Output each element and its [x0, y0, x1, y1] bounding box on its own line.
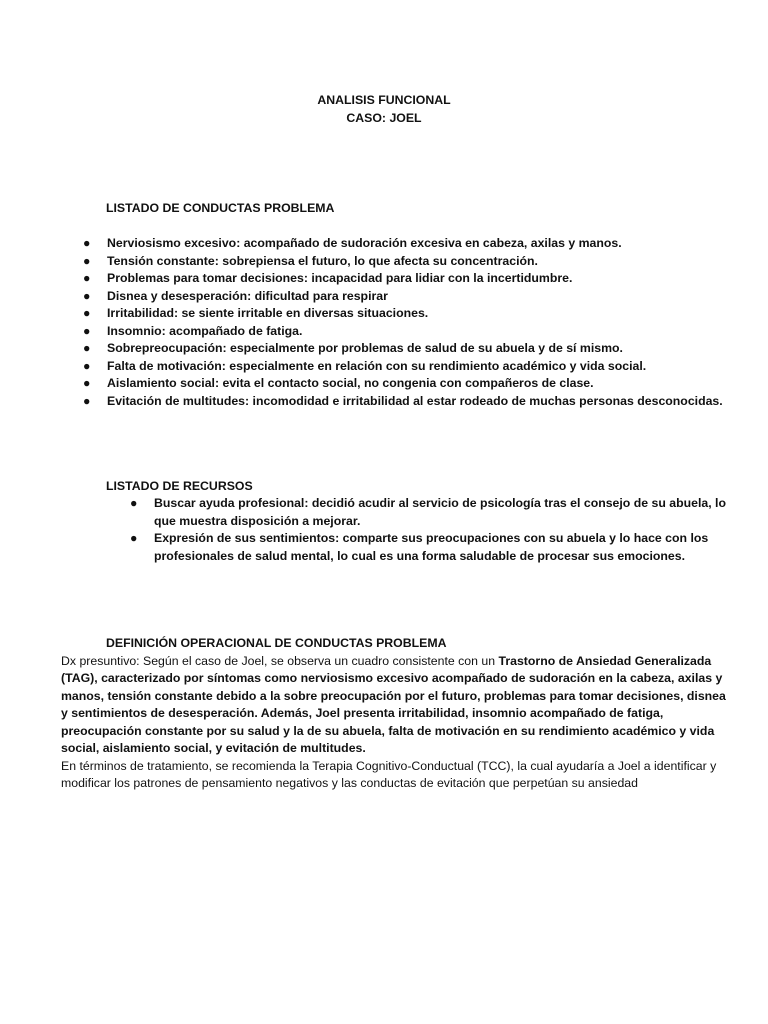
list-item: ● Nerviosismo excesivo: acompañado de sudoración excesiva en cabeza, axilas y manos. [83, 235, 763, 253]
problems-list [83, 235, 763, 410]
bullet-icon: ● [83, 253, 91, 268]
bullet-icon: ● [83, 288, 91, 303]
bullet-icon: ● [83, 323, 91, 338]
bullet-icon: ● [130, 496, 138, 510]
resources-heading: LISTADO DE RECURSOS [106, 479, 253, 493]
document-title: ANALISIS FUNCIONAL [317, 93, 451, 107]
list-item: ● Problemas para tomar decisiones: incapacidad para lidiar con la incertidumbre. [83, 270, 763, 288]
problems-heading: LISTADO DE CONDUCTAS PROBLEMA [106, 201, 335, 215]
bullet-icon: ● [130, 531, 138, 545]
list-item: ● Disnea y desesperación: dificultad para respirar [83, 288, 763, 306]
list-item: ● Falta de motivación: especialmente en relación con su rendimiento académico y vida social. [83, 358, 763, 376]
list-item: ● Irritabilidad: se siente irritable en diversas situaciones. [83, 305, 763, 323]
definition-heading: DEFINICIÓN OPERACIONAL DE CONDUCTAS PROBLEMA [106, 636, 447, 650]
bullet-icon: ● [83, 271, 91, 285]
list-item: ● Buscar ayuda profesional: decidió acudir al servicio de psicología tras el consejo de su abuela, lo que muestra disposición a mejorar. [130, 496, 726, 528]
bullet-icon: ● [83, 341, 91, 355]
bullet-icon: ● [83, 376, 91, 390]
list-item: ● Insomnio: acompañado de fatiga. [83, 323, 763, 341]
bullet-icon: ● [83, 236, 91, 250]
list-item: ● Tensión constante: sobrepiensa el futuro, lo que afecta su concentración. [83, 253, 763, 271]
resources-list [130, 495, 740, 565]
bullet-icon: ● [83, 358, 91, 373]
diagnosis-intro: Dx presuntivo: Según el caso de Joel, se observa un cuadro consistente con un [61, 653, 499, 668]
list-item: ● Aislamiento social: evita el contacto social, no congenia con compañeros de clase. [83, 375, 763, 393]
bullet-icon: ● [83, 306, 91, 320]
treatment-paragraph: En términos de tratamiento, se recomienda la Terapia Cognitivo-Conductual (TCC), la cual ayudaría a Joel a identificar y modificar los patrones de pensamiento negativos y las conductas de evitación que perpetúan su ansiedad [61, 758, 717, 790]
list-item: ● Expresión de sus sentimientos: comparte sus preocupaciones con su abuela y lo hace con los profesionales de salud mental, lo cual es una forma saludable de procesar sus emociones. [130, 531, 709, 563]
diagnosis-paragraph [61, 653, 733, 758]
list-item: ● Evitación de multitudes: incomodidad e irritabilidad al estar rodeado de muchas personas desconocidas. [83, 393, 763, 411]
definition-section [61, 635, 733, 793]
list-item: ● Sobrepreocupación: especialmente por problemas de salud de su abuela y de sí mismo. [83, 340, 763, 358]
document-title-block [0, 92, 768, 127]
document-subtitle: CASO: JOEL [346, 110, 422, 125]
diagnosis-bold: Trastorno de Ansiedad Generalizada (TAG), caracterizado por síntomas como nerviosismo excesivo acompañado de sudoración en la cabeza, axilas y manos, tensión constante debido a la sobre preocupación por el futuro, problemas para tomar decisiones, disnea y sentimientos de desesperación. Además, Joel presenta irritabilidad, insomnio acompañado de fatiga, preocupación constante por su salud y la de su abuela, falta de motivación en su rendimiento académico y vida social, aislamiento social, y evitación de multitudes. [61, 653, 726, 755]
bullet-icon: ● [83, 393, 91, 408]
